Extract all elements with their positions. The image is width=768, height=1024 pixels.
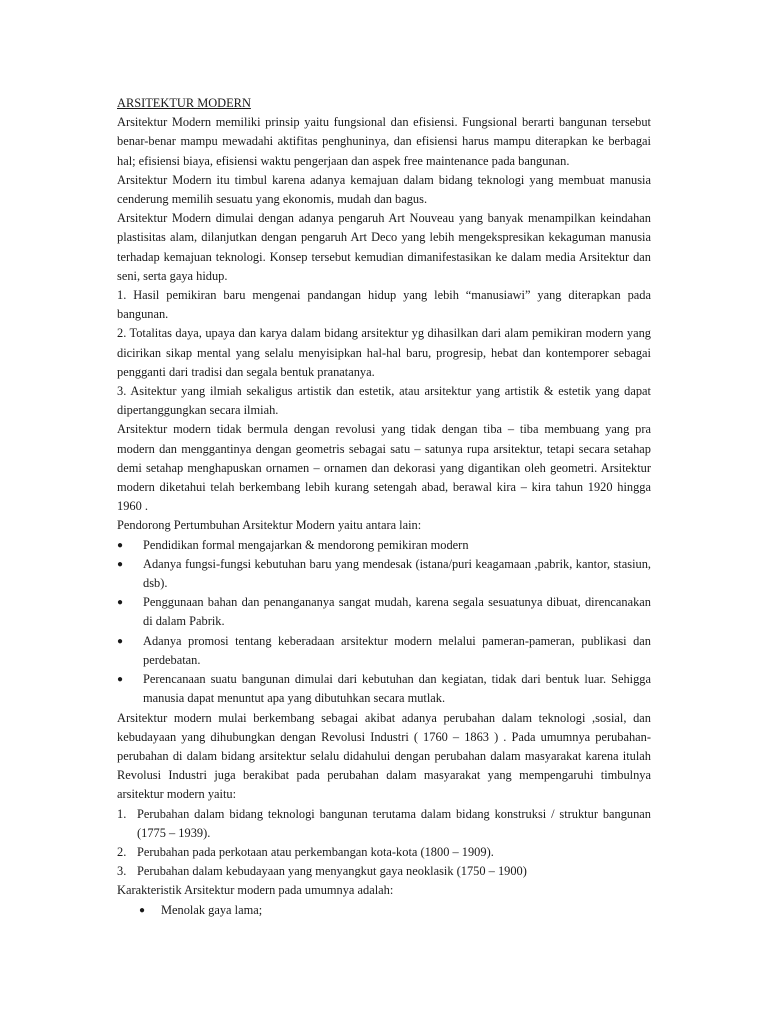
bullet-icon: ● <box>117 597 124 609</box>
list-item-text: Adanya promosi tentang keberadaan arsitektur modern melalui pameran-pameran, publikasi dan perdebatan. <box>143 633 651 667</box>
list-item-number: 2. <box>117 844 127 859</box>
paragraph-industrial-revolution: Arsitektur modern mulai berkembang sebagai akibat adanya perubahan dalam teknologi ,sosial, dan kebudayaan yang dihubungkan dengan Revolusi Industri ( 1760 – 1863 ) . Pada umumnya perubahan-perubahan di dalam bidang arsitektur selalu didahului dengan perubahan dalam masyarakat karena itulah Revolusi Industri juga berakibat pada perubahan dalam masyarakat yang mempengaruhi timbulnya arsitektur modern yaitu: <box>117 710 651 802</box>
list-item-text: Perencanaan suatu bangunan dimulai dari kebutuhan dan kegiatan, tidak dari bentuk luar. Sehigga manusia dapat menuntut apa yang dibutuhkan secara mutlak. <box>143 672 651 706</box>
document-title: ARSITEKTUR MODERN <box>117 96 251 110</box>
list-item-text: Perubahan pada perkotaan atau perkembangan kota-kota (1800 – 1909). <box>137 844 494 859</box>
numbered-item-3: 3. Asitektur yang ilmiah sekaligus artistik dan estetik, atau arsitektur yang artistik & estetik yang dapat dipertanggungkan secara ilmiah. <box>117 384 651 418</box>
list-item <box>117 670 651 708</box>
list-item-text: Perubahan dalam bidang teknologi bangunan terutama dalam bidang konstruksi / struktur bangunan (1775 – 1939). <box>137 806 651 840</box>
bullet-icon: ● <box>117 674 124 686</box>
changes-ordered-list <box>117 805 651 882</box>
list-item <box>117 536 651 555</box>
drivers-bullet-list <box>117 536 651 709</box>
paragraph-characteristics-intro: Karakteristik Arsitektur modern pada umumnya adalah: <box>117 883 394 898</box>
bullet-icon: ● <box>117 558 124 570</box>
list-item <box>117 555 651 593</box>
document-page <box>117 94 651 920</box>
list-item <box>117 805 651 843</box>
list-item-text: Perubahan dalam kebudayaan yang menyangkut gaya neoklasik (1750 – 1900) <box>137 864 527 879</box>
paragraph-art-nouveau: Arsitektur Modern dimulai dengan adanya pengaruh Art Nouveau yang banyak menampilkan keindahan plastisitas alam, dilanjutkan dengan pengaruh Art Deco yang lebih mengekspresikan kekaguman manusia terhadap kemajuan teknologi. Konsep tersebut kemudian dimanifestasikan ke dalam media Arsitektur dan seni, serta gaya hidup. <box>117 211 651 283</box>
bullet-icon: ● <box>117 539 124 551</box>
list-item <box>117 901 651 920</box>
characteristics-bullet-list <box>117 901 651 920</box>
bullet-icon: ● <box>117 635 124 647</box>
paragraph-drivers-intro: Pendorong Pertumbuhan Arsitektur Modern yaitu antara lain: <box>117 518 422 533</box>
list-item-text: Menolak gaya lama; <box>161 902 263 917</box>
numbered-item-1: 1. Hasil pemikiran baru mengenai pandangan hidup yang lebih “manusiawi” yang diterapkan pada bangunan. <box>117 288 651 322</box>
paragraph-principles: Arsitektur Modern memiliki prinsip yaitu fungsional dan efisiensi. Fungsional berarti bangunan tersebut benar-benar mampu mewadahi aktifitas penghuninya, dan efisiensi harus mampu diterapkan ke berbagai hal; efisiensi biaya, efisiensi waktu pengerjaan dan aspek free maintenance pada bangunan. <box>117 115 651 168</box>
list-item-number: 3. <box>117 864 127 879</box>
paragraph-origin: Arsitektur Modern itu timbul karena adanya kemajuan dalam bidang teknologi yang membuat manusia cenderung memilih sesuatu yang ekonomis, mudah dan bagus. <box>117 172 651 207</box>
list-item <box>117 593 651 631</box>
bullet-icon: ● <box>139 904 146 916</box>
numbered-item-2: 2. Totalitas daya, upaya dan karya dalam bidang arsitektur yg dihasilkan dari alam pemikiran modern yang dicirikan sikap mental yang selalu menyisipkan hal-hal baru, progresip, hebat dan kontemporer sebagai pengganti dari tradisi dan segala bentuk pranatanya. <box>117 326 651 379</box>
list-item <box>117 862 651 881</box>
list-item <box>117 632 651 670</box>
list-item-text: Adanya fungsi-fungsi kebutuhan baru yang mendesak (istana/puri keagamaan ,pabrik, kantor, stasiun, dsb). <box>143 556 651 591</box>
list-item <box>117 843 651 862</box>
list-item-text: Penggunaan bahan dan penangananya sangat mudah, karena segala sesuatunya dibuat, direncanakan di dalam Pabrik. <box>143 595 651 629</box>
list-item-number: 1. <box>117 806 127 821</box>
paragraph-revolution: Arsitektur modern tidak bermula dengan revolusi yang tidak dengan tiba – tiba membuang yang pra modern dan menggantinya dengan geometris sebagai satu – satunya rupa arsitektur, tetapi secara setahap demi setahap menghapuskan ornamen – ornamen dan dekorasi yang digantikan oleh geometri. Arsitektur modern diketahui telah berkembang lebih kurang setengah abad, berawal kira – kira tahun 1920 hingga 1960 . <box>117 422 651 514</box>
list-item-text: Pendidikan formal mengajarkan & mendorong pemikiran modern <box>143 537 469 552</box>
